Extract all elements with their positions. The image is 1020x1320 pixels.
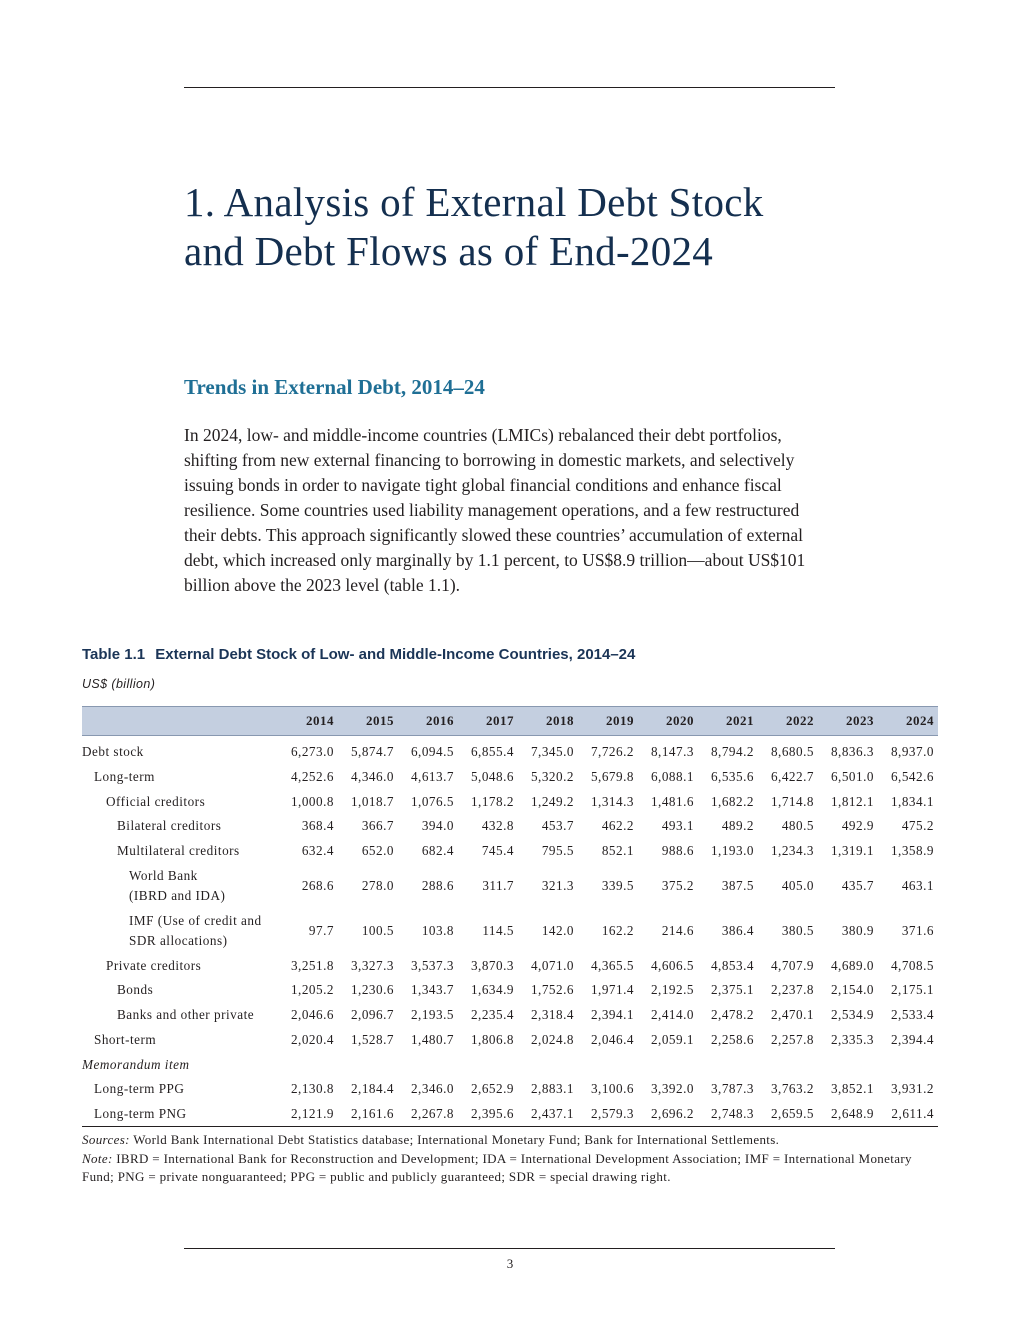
row-label-line-1: Private creditors [106,957,202,973]
table-cell-2024: 2,394.4 [890,1031,934,1047]
table-cell-2018: 1,752.6 [530,982,574,998]
table-cell-2020: 2,414.0 [650,1007,694,1023]
table-cell-2023: 8,836.3 [830,744,874,760]
table-cell-2024: 1,358.9 [890,843,934,859]
table-cell-2021: 387.5 [721,877,754,893]
year-header-2017: 2017 [458,707,518,736]
table-cell-2023 [818,1052,878,1077]
table-cell-2018: 795.5 [541,843,574,859]
table-cell-2021 [698,1052,758,1077]
table-cell-2015: 2,096.7 [350,1007,394,1023]
table-cell-2017: 745.4 [481,843,514,859]
table-cell-2019 [578,1052,638,1077]
table-cell-2016: 2,267.8 [398,1102,458,1127]
table-cell-2015: 1,230.6 [350,982,394,998]
table-row [82,1052,938,1077]
table-cell-2018: 321.3 [541,877,574,893]
row-label [82,1077,278,1102]
table-cell-2023: 3,852.1 [830,1081,874,1097]
table-cell-2014: 632.4 [301,843,334,859]
table-cell-2016: 1,343.7 [410,982,454,998]
table-title [82,646,635,663]
table-cell-2019: 2,579.3 [578,1102,638,1127]
sources-label: Sources: [82,1132,130,1147]
table-cell-2022 [758,1052,818,1077]
table-cell-2018: 2,318.4 [530,1007,574,1023]
table-cell-2022: 4,707.9 [770,957,814,973]
table-cell-2014: 2,020.4 [290,1031,334,1047]
table-cell-2014: 368.4 [301,818,334,834]
table-header-row [82,707,938,736]
table-row [82,908,938,953]
table-cell-2019: 1,971.4 [590,982,634,998]
table-cell-2015: 278.0 [361,877,394,893]
table-body [82,736,938,1127]
chapter-title-line-2: and Debt Flows as of End-2024 [184,228,714,274]
table-cell-2024: 1,834.1 [890,793,934,809]
table-cell-2015: 2,161.6 [338,1102,398,1127]
table-cell-2017: 5,048.6 [470,769,514,785]
table-cell-2020 [638,1052,698,1077]
table-cell-2020: 375.2 [661,877,694,893]
table-cell-2024 [878,1052,938,1077]
table-cell-2019: 3,100.6 [590,1081,634,1097]
table-title-text: External Debt Stock of Low- and Middle-Income Countries, 2014–24 [155,646,636,663]
row-label [82,953,278,978]
table-cell-2020: 988.6 [661,843,694,859]
table-cell-2022: 6,422.7 [770,769,814,785]
table-cell-2023: 380.9 [841,922,874,938]
table-cell-2022: 2,237.8 [770,982,814,998]
table-cell-2017: 432.8 [481,818,514,834]
row-label-line-1: Bilateral creditors [117,818,222,834]
year-header-2024: 2024 [878,707,938,736]
table-cell-2022: 2,257.8 [770,1031,814,1047]
table-cell-2020: 8,147.3 [650,744,694,760]
table-cell-2024: 8,937.0 [890,744,934,760]
table-cell-2021: 2,258.6 [710,1031,754,1047]
table-cell-2017: 1,178.2 [470,793,514,809]
table-cell-2016: 394.0 [421,818,454,834]
table-row [82,814,938,839]
table-cell-2023: 2,154.0 [830,982,874,998]
year-header-2019: 2019 [578,707,638,736]
row-label-line-1: Memorandum item [82,1056,190,1072]
table-cell-2018: 1,249.2 [530,793,574,809]
table-row [82,978,938,1003]
table-cell-2017: 6,855.4 [470,744,514,760]
row-label-line-1: Long-term [94,769,155,785]
table-notes [82,1131,912,1187]
table-cell-2020: 4,606.5 [650,957,694,973]
table-cell-2016: 288.6 [421,877,454,893]
table-cell-2017: 2,652.9 [470,1081,514,1097]
table-cell-2015: 100.5 [361,922,394,938]
table-cell-2023: 1,812.1 [830,793,874,809]
row-label-line-1: Bonds [117,982,154,998]
table-cell-2016: 2,346.0 [410,1081,454,1097]
table-row [82,953,938,978]
table-number: Table 1.1 [82,646,146,663]
row-label-line-1: World Bank [129,867,198,883]
table-cell-2022: 2,470.1 [770,1007,814,1023]
row-label-line-2: SDR allocations) [129,932,228,948]
row-label [82,1052,278,1077]
table-cell-2020: 1,481.6 [650,793,694,809]
table-cell-2020: 2,192.5 [650,982,694,998]
table-cell-2014: 4,252.6 [290,769,334,785]
table-cell-2023: 2,648.9 [818,1102,878,1127]
table-cell-2018: 7,345.0 [530,744,574,760]
table-cell-2015: 5,874.7 [350,744,394,760]
table-cell-2016 [398,1052,458,1077]
table-cell-2024: 463.1 [901,877,934,893]
row-label-line-1: Short-term [94,1031,157,1047]
table-cell-2022: 380.5 [781,922,814,938]
chapter-title [184,178,864,276]
table-cell-2023: 2,335.3 [830,1031,874,1047]
table-cell-2018: 2,883.1 [530,1081,574,1097]
table-cell-2019: 462.2 [601,818,634,834]
table-cell-2020: 3,392.0 [650,1081,694,1097]
year-header-2021: 2021 [698,707,758,736]
chapter-title-line-1: 1. Analysis of External Debt Stock [184,179,764,225]
table-cell-2014: 2,121.9 [278,1102,338,1127]
table-cell-2017: 114.5 [482,922,514,938]
table-cell-2017: 311.7 [482,877,514,893]
sources-text: World Bank International Debt Statistics database; International Monetary Fund; Bank for International Settlements. [133,1132,780,1147]
intro-paragraph: In 2024, low- and middle-income countries (LMICs) rebalanced their debt portfolios, shifting from new external financing to borrowing in domestic markets, and selectively issuing bonds in order to navigate tight global financial conditions and enhance fiscal resilience. Some countries used liability management operations, and a few restructured their debts. This approach significantly slowed these countries’ accumulation of external debt, which increased only marginally by 1.1 percent, to US$8.9 trillion—about US$101 billion above the 2023 level (table 1.1). [184,425,806,595]
table-cell-2015: 1,018.7 [350,793,394,809]
table-cell-2015: 652.0 [361,843,394,859]
table-cell-2018: 453.7 [541,818,574,834]
bottom-rule [184,1248,835,1249]
table-cell-2022: 8,680.5 [770,744,814,760]
table-row [82,1028,938,1053]
table-cell-2017 [458,1052,518,1077]
table-unit: US$ (billion) [82,677,156,691]
table-cell-2017: 1,634.9 [470,982,514,998]
table-cell-2019: 339.5 [601,877,634,893]
table-cell-2024: 4,708.5 [890,957,934,973]
row-label [82,863,278,908]
row-label-line-1: Banks and other private [117,1007,255,1023]
table-row [82,839,938,864]
table-cell-2015: 2,184.4 [350,1081,394,1097]
table-cell-2022: 1,714.8 [770,793,814,809]
table-cell-2022: 405.0 [781,877,814,893]
table-cell-2014: 1,000.8 [290,793,334,809]
table-cell-2020: 6,088.1 [650,769,694,785]
table-cell-2024: 2,533.4 [890,1007,934,1023]
table-cell-2017: 1,806.8 [470,1031,514,1047]
row-label [82,1003,278,1028]
row-label-line-1: Multilateral creditors [117,843,240,859]
table-row [82,765,938,790]
table-cell-2016: 1,076.5 [410,793,454,809]
table-cell-2024: 2,611.4 [878,1102,938,1127]
table-cell-2015: 366.7 [361,818,394,834]
table-cell-2019: 7,726.2 [590,744,634,760]
table-cell-2022: 480.5 [781,818,814,834]
note-text: IBRD = International Bank for Reconstruction and Development; IDA = International Development Association; IMF = International Monetary Fund; PNG = private nonguaranteed; PPG = public and publicly guaranteed; SDR = special drawing right. [82,1150,912,1184]
table-cell-2018: 5,320.2 [530,769,574,785]
table-cell-2017: 3,870.3 [470,957,514,973]
table-cell-2021: 1,682.2 [710,793,754,809]
table-cell-2021: 2,478.2 [710,1007,754,1023]
table-cell-2016: 3,537.3 [410,957,454,973]
row-label [82,736,278,765]
table-cell-2014: 3,251.8 [290,957,334,973]
table-cell-2014: 1,205.2 [290,982,334,998]
year-header-2018: 2018 [518,707,578,736]
table-cell-2023: 2,534.9 [830,1007,874,1023]
table-cell-2016: 4,613.7 [410,769,454,785]
table-cell-2021: 6,535.6 [710,769,754,785]
table-cell-2014: 268.6 [301,877,334,893]
table-cell-2021: 2,748.3 [698,1102,758,1127]
row-label [82,765,278,790]
year-header-2014: 2014 [278,707,338,736]
table-cell-2019: 4,365.5 [590,957,634,973]
row-label-line-1: Long-term PNG [94,1105,187,1121]
table-cell-2019: 162.2 [601,922,634,938]
table-cell-2021: 3,787.3 [710,1081,754,1097]
year-header-2016: 2016 [398,707,458,736]
table-cell-2016: 6,094.5 [410,744,454,760]
table-cell-2023: 435.7 [841,877,874,893]
table-row [82,1077,938,1102]
table-cell-2017: 2,395.6 [458,1102,518,1127]
table-cell-2024: 6,542.6 [890,769,934,785]
table-cell-2020: 2,059.1 [650,1031,694,1047]
row-label [82,814,278,839]
table-cell-2015 [338,1052,398,1077]
table-cell-2023: 4,689.0 [830,957,874,973]
table-cell-2021: 1,193.0 [710,843,754,859]
row-label-line-1: Official creditors [106,793,206,809]
table-cell-2015: 3,327.3 [350,957,394,973]
table-header-label [82,707,278,736]
table-cell-2018: 142.0 [541,922,574,938]
table-cell-2021: 8,794.2 [710,744,754,760]
row-label [82,978,278,1003]
table-cell-2022: 1,234.3 [770,843,814,859]
debt-stock-table [82,706,938,1127]
table-cell-2022: 2,659.5 [758,1102,818,1127]
row-label [82,1028,278,1053]
row-label-line-1: Debt stock [82,744,144,760]
table-cell-2019: 5,679.8 [590,769,634,785]
table-row [82,736,938,765]
table-cell-2019: 852.1 [601,843,634,859]
table-cell-2014: 6,273.0 [290,744,334,760]
table-cell-2016: 682.4 [421,843,454,859]
year-header-2022: 2022 [758,707,818,736]
row-label-line-1: Long-term PPG [94,1081,185,1097]
table-cell-2022: 3,763.2 [770,1081,814,1097]
table-cell-2024: 3,931.2 [890,1081,934,1097]
table-cell-2014 [278,1052,338,1077]
table-row [82,863,938,908]
table-cell-2021: 4,853.4 [710,957,754,973]
row-label [82,1102,278,1127]
table-cell-2024: 371.6 [901,922,934,938]
table-cell-2024: 2,175.1 [890,982,934,998]
table-cell-2014: 2,046.6 [290,1007,334,1023]
year-header-2023: 2023 [818,707,878,736]
table-cell-2019: 1,314.3 [590,793,634,809]
table-cell-2018: 2,024.8 [530,1031,574,1047]
year-header-2015: 2015 [338,707,398,736]
row-label [82,789,278,814]
table-cell-2019: 2,394.1 [590,1007,634,1023]
table-cell-2016: 2,193.5 [410,1007,454,1023]
row-label [82,908,278,953]
section-heading: Trends in External Debt, 2014–24 [184,375,485,399]
table-cell-2018: 2,437.1 [518,1102,578,1127]
table-cell-2019: 2,046.4 [590,1031,634,1047]
table-cell-2020: 214.6 [661,922,694,938]
table-cell-2016: 1,480.7 [410,1031,454,1047]
table-cell-2023: 1,319.1 [830,843,874,859]
row-label-line-1: IMF (Use of credit and [129,912,262,928]
year-header-2020: 2020 [638,707,698,736]
top-rule [184,87,835,88]
row-label-line-2: (IBRD and IDA) [129,887,226,903]
table-cell-2017: 2,235.4 [470,1007,514,1023]
table-row [82,1102,938,1127]
table-cell-2016: 103.8 [421,922,454,938]
table-cell-2014: 2,130.8 [290,1081,334,1097]
note-label: Note: [82,1150,113,1166]
table-cell-2024: 475.2 [901,818,934,834]
table-cell-2015: 1,528.7 [350,1031,394,1047]
table-cell-2021: 386.4 [721,922,754,938]
table-cell-2020: 493.1 [661,818,694,834]
table-cell-2020: 2,696.2 [638,1102,698,1127]
row-label [82,839,278,864]
table-cell-2015: 4,346.0 [350,769,394,785]
table-cell-2023: 492.9 [841,818,874,834]
table-cell-2018: 4,071.0 [530,957,574,973]
table-cell-2018 [518,1052,578,1077]
table-cell-2021: 2,375.1 [710,982,754,998]
table-cell-2023: 6,501.0 [830,769,874,785]
page-number: 3 [506,1256,514,1271]
table-cell-2014: 97.7 [308,922,334,938]
table-row [82,789,938,814]
table-row [82,1003,938,1028]
table-cell-2021: 489.2 [721,818,754,834]
